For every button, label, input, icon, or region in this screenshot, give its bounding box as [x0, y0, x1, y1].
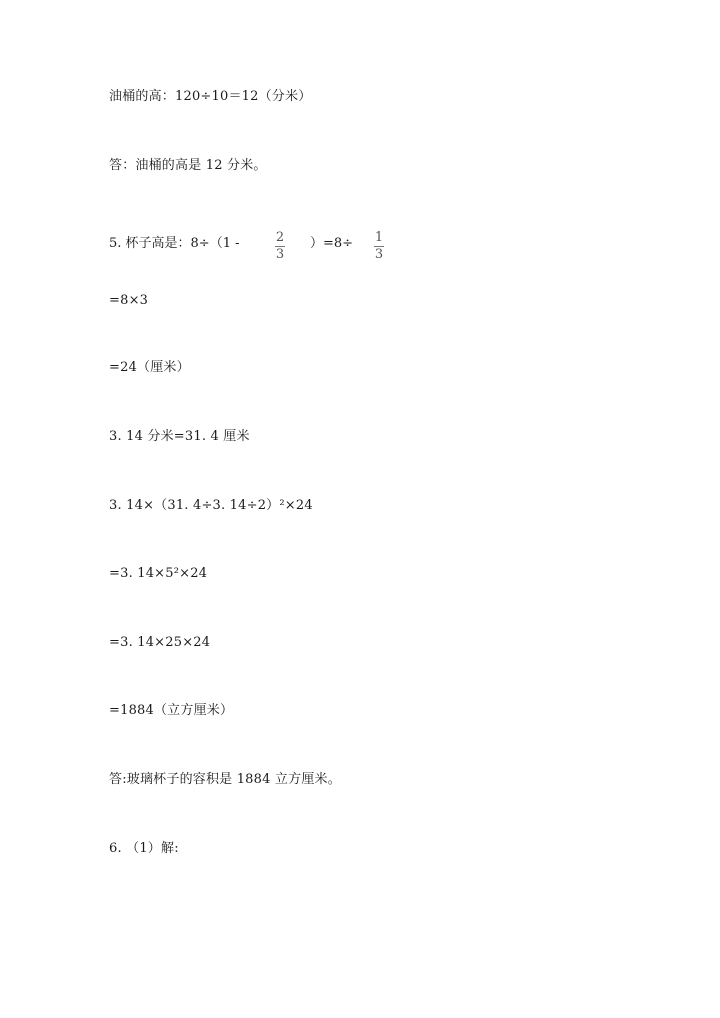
oil-barrel-height-line: 油桶的高：120÷10＝12（分米） — [109, 89, 312, 104]
fraction-numerator: 2 — [275, 230, 285, 245]
volume-formula-line: 3. 14×（31. 4÷3. 14÷2）²×24 — [109, 498, 313, 513]
fraction-denominator: 3 — [275, 247, 285, 262]
conversion-line: 3. 14 分米=31. 4 厘米 — [109, 429, 250, 444]
fraction-denominator: 3 — [374, 247, 384, 262]
cup-height-line-part1: 5. 杯子高是：8÷（1 - — [109, 236, 240, 251]
step-line-24cm: =24（厘米） — [109, 360, 190, 375]
volume-step-line-2: =3. 14×25×24 — [109, 635, 211, 650]
cup-height-line-part2: ）=8÷ — [310, 236, 354, 251]
fraction-two-thirds — [275, 231, 285, 262]
glass-cup-answer-line: 答:玻璃杯子的容积是 1884 立方厘米。 — [109, 772, 341, 787]
oil-barrel-answer-line: 答：油桶的高是 12 分米。 — [109, 158, 267, 173]
fraction-one-third — [374, 231, 384, 262]
step-line-8x3: =8×3 — [109, 293, 149, 308]
question-6-heading: 6. （1）解: — [109, 841, 179, 856]
volume-step-line-1: =3. 14×5²×24 — [109, 566, 208, 581]
fraction-numerator: 1 — [374, 230, 384, 245]
volume-result-line: =1884（立方厘米） — [109, 703, 234, 718]
